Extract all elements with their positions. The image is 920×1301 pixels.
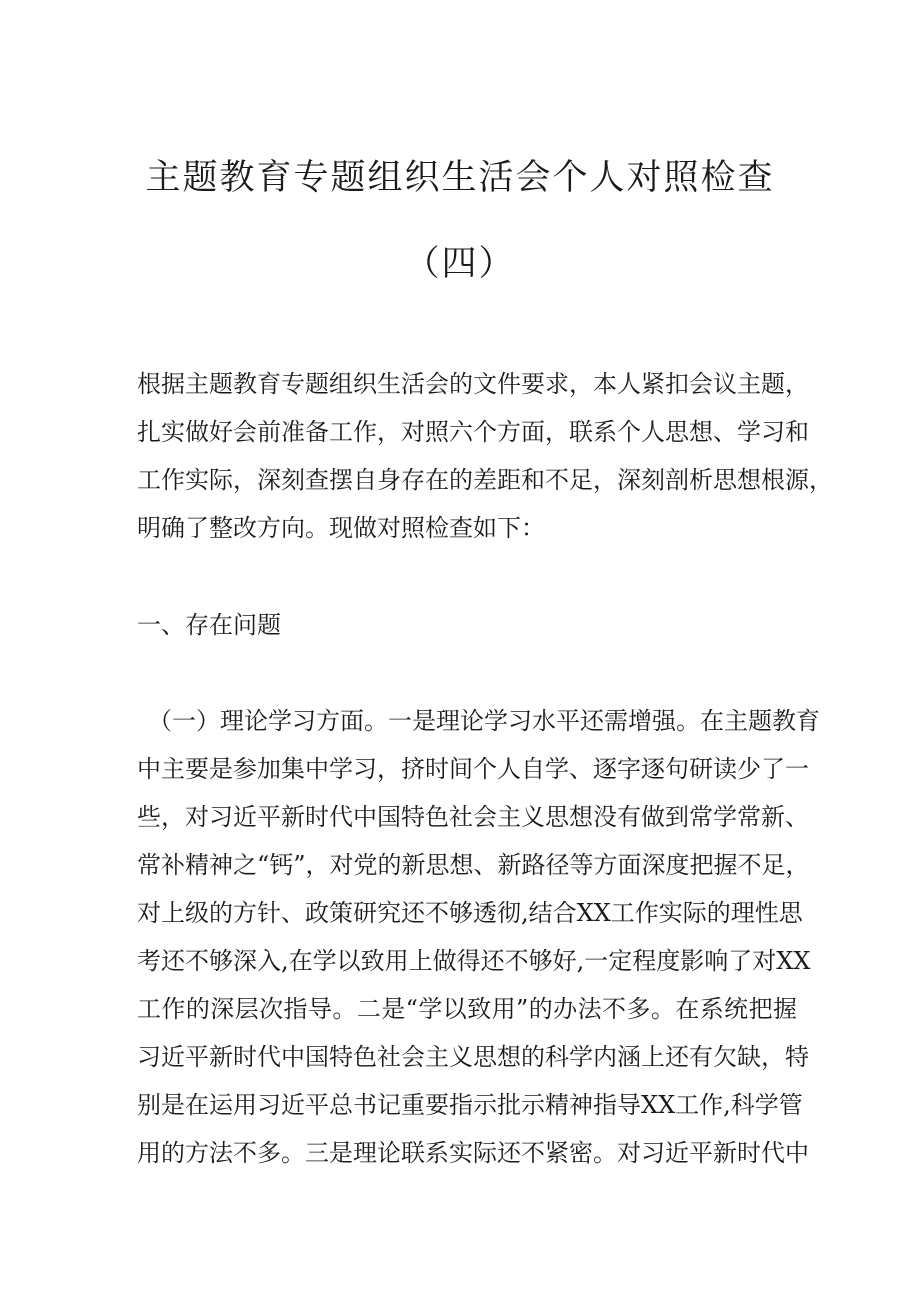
body-line: 习近平新时代中国特色社会主义思想的科学内涵上还有欠缺，特 [137,1043,809,1071]
body-line: （一）理论学习方面。一是理论学习水平还需增强。在主题教育 [148,707,820,735]
section-heading: 一、存在问题 [137,611,281,639]
body-line: 常补精神之“钙”，对党的新思想、新路径等方面深度把握不足， [137,851,810,879]
intro-line: 扎实做好会前准备工作，对照六个方面，联系个人思想、学习和 [137,418,809,446]
body-line: 中主要是参加集中学习，挤时间个人自学、逐字逐句研读少了一 [137,755,809,783]
body-line: 考还不够深入,在学以致用上做得还不够好,一定程度影响了对XX [137,947,811,975]
intro-line: 明确了整改方向。现做对照检查如下： [137,514,545,542]
intro-line: 工作实际，深刻查摆自身存在的差距和不足，深刻剖析思想根源， [137,466,833,494]
body-line: 些，对习近平新时代中国特色社会主义思想没有做到常学常新、 [137,803,809,831]
body-line: 工作的深层次指导。二是“学以致用”的办法不多。在系统把握 [137,995,797,1023]
body-line: 用的方法不多。三是理论联系实际还不紧密。对习近平新时代中 [137,1139,809,1167]
intro-line: 根据主题教育专题组织生活会的文件要求，本人紧扣会议主题， [137,370,809,398]
body-line: 别是在运用习近平总书记重要指示批示精神指导XX工作,科学管 [137,1091,803,1119]
document-title-sequence: （四） [404,244,516,284]
body-line: 对上级的方针、政策研究还不够透彻,结合XX工作实际的理性思 [137,899,803,927]
document-title: 主题教育专题组织生活会个人对照检查 [145,158,775,198]
